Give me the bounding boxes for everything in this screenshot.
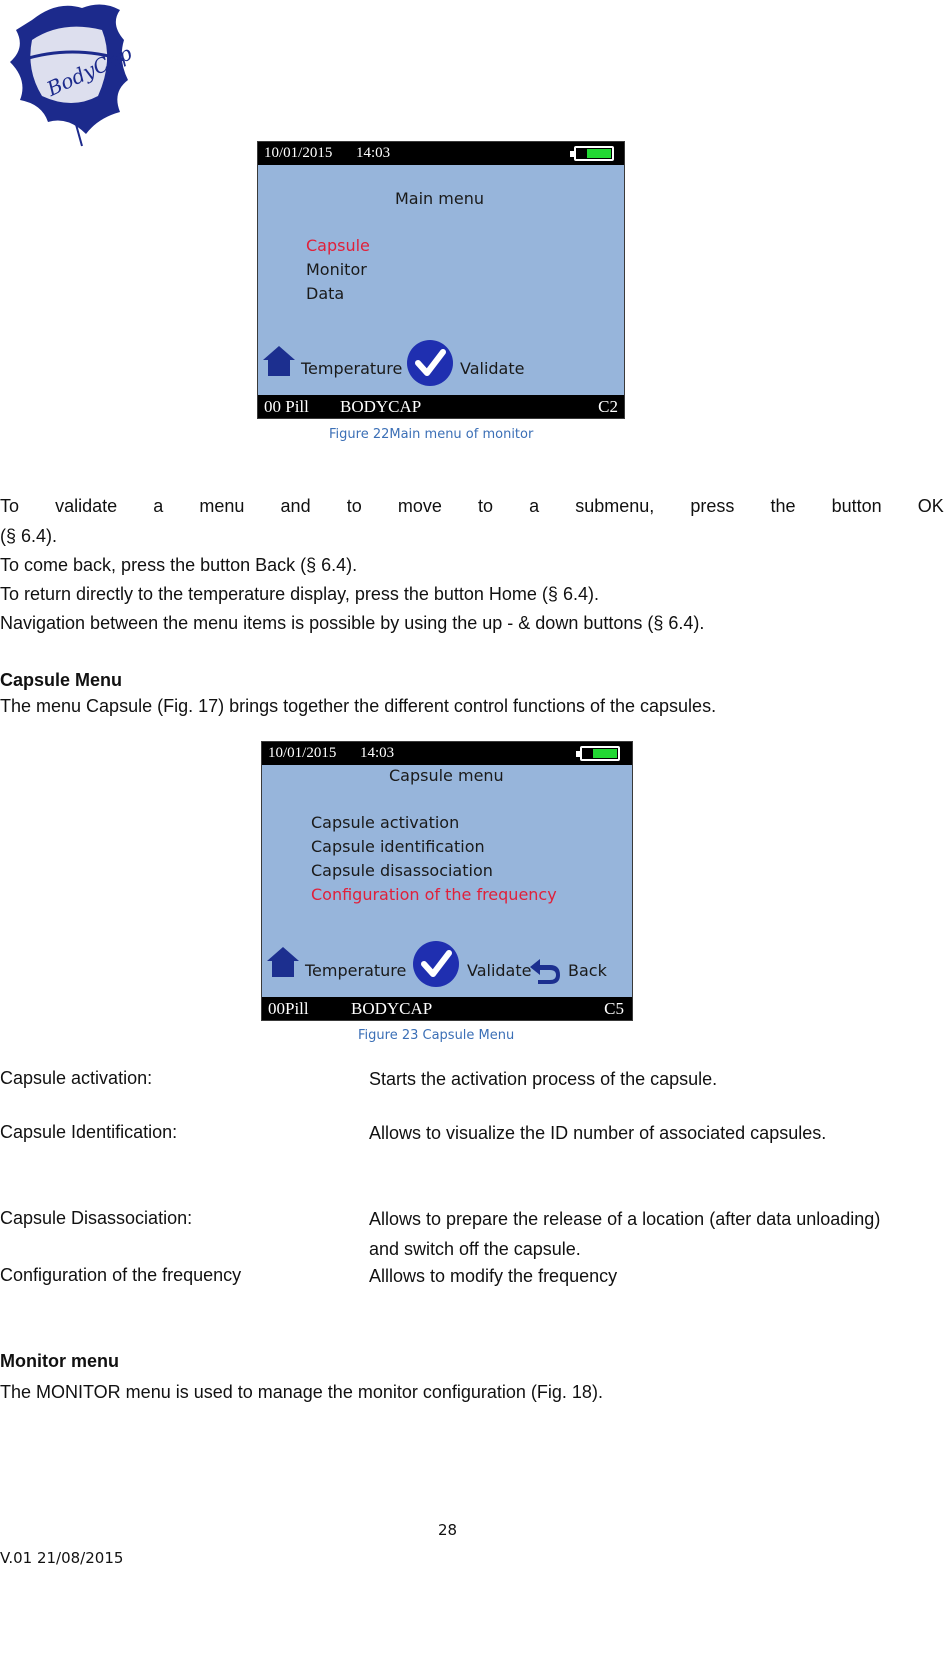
battery-icon — [580, 746, 620, 761]
definition-desc: Allows to visualize the ID number of associated capsules. — [369, 1123, 827, 1143]
figure-23-caption: Figure 23 Capsule Menu — [358, 1028, 515, 1043]
page-number: 28 — [438, 1521, 458, 1539]
definition-term: Capsule Identification: — [0, 1122, 178, 1142]
validate-label: Validate — [460, 359, 525, 378]
figure-22-caption: Figure 22Main menu of monitor — [329, 427, 534, 442]
intro-line-4: To return directly to the temperature display, press the button Home (§ 6.4). — [0, 584, 599, 604]
definition-term: Capsule Disassociation: — [0, 1208, 193, 1228]
version-label: V.01 21/08/2015 — [0, 1549, 124, 1567]
word: submenu, — [575, 496, 655, 516]
word: move — [397, 496, 442, 516]
word: and — [280, 496, 311, 516]
intro-line-5: Navigation between the menu items is possible by using the up - & down buttons (§ 6.4). — [0, 613, 705, 633]
brand-label: BODYCAP — [351, 999, 433, 1018]
menu-item-capsule-identification[interactable]: Capsule identification — [311, 837, 485, 856]
definition-desc: Alllows to modify the frequency — [369, 1266, 618, 1286]
pill-count: 00Pill — [268, 999, 309, 1018]
home-icon[interactable] — [262, 344, 296, 378]
word: OK — [917, 496, 944, 516]
definition-term: Configuration of the frequency — [0, 1265, 242, 1285]
intro-line-2: (§ 6.4). — [0, 526, 58, 546]
intro-line-1 — [0, 496, 944, 517]
validate-check-icon[interactable] — [413, 941, 459, 987]
intro-line-3: To come back, press the button Back (§ 6.4). — [0, 555, 358, 575]
back-label: Back — [568, 961, 607, 980]
word: validate — [55, 496, 118, 516]
word: to — [346, 496, 362, 516]
channel-label: C2 — [598, 397, 618, 416]
word: to — [477, 496, 493, 516]
word: To — [0, 496, 20, 516]
bodycap-logo-icon — [2, 0, 142, 148]
capsule-menu-screen — [261, 741, 633, 1021]
date-label: 10/01/2015 — [264, 145, 333, 161]
capsule-menu-heading: Capsule Menu — [0, 670, 123, 690]
home-icon[interactable] — [266, 945, 300, 979]
status-bar-bottom — [262, 997, 632, 1020]
menu-item-capsule-disassociation[interactable]: Capsule disassociation — [311, 861, 493, 880]
svg-text:BodyCap: BodyCap — [42, 40, 136, 101]
status-bar-top — [258, 142, 624, 165]
word: the — [770, 496, 796, 516]
word: press — [690, 496, 735, 516]
menu-title: Main menu — [395, 189, 484, 208]
word: button — [831, 496, 882, 516]
validate-label: Validate — [467, 961, 532, 980]
date-label: 10/01/2015 — [268, 745, 337, 761]
menu-item-configuration-frequency[interactable]: Configuration of the frequency — [311, 885, 557, 904]
time-label: 14:03 — [356, 145, 391, 161]
status-bar-bottom — [258, 395, 624, 418]
definition-desc: Starts the activation process of the capsule. — [369, 1069, 718, 1089]
temperature-label: Temperature — [301, 359, 403, 378]
status-bar-top — [262, 742, 632, 765]
word: a — [153, 496, 164, 516]
temperature-label: Temperature — [305, 961, 407, 980]
validate-check-icon[interactable] — [407, 340, 453, 386]
definition-term: Capsule activation: — [0, 1068, 153, 1088]
menu-item-data[interactable]: Data — [306, 284, 345, 303]
menu-item-monitor[interactable]: Monitor — [306, 260, 367, 279]
monitor-menu-description: The MONITOR menu is used to manage the monitor configuration (Fig. 18). — [0, 1382, 603, 1402]
channel-label: C5 — [604, 999, 624, 1018]
pill-count: 00 Pill — [264, 397, 309, 416]
time-label: 14:03 — [360, 745, 395, 761]
menu-item-capsule[interactable]: Capsule — [306, 236, 370, 255]
word: a — [529, 496, 540, 516]
word: menu — [199, 496, 245, 516]
monitor-menu-heading: Monitor menu — [0, 1351, 119, 1371]
bodycap-logo — [2, 0, 142, 148]
battery-icon — [574, 146, 614, 161]
brand-label: BODYCAP — [340, 397, 422, 416]
main-menu-screen — [257, 141, 625, 419]
back-arrow-icon[interactable] — [528, 955, 562, 985]
menu-item-capsule-activation[interactable]: Capsule activation — [311, 813, 460, 832]
definition-desc: Allows to prepare the release of a location (after data unloading) and switch off the capsule. — [369, 1209, 881, 1259]
menu-title: Capsule menu — [389, 766, 504, 785]
capsule-menu-description: The menu Capsule (Fig. 17) brings together the different control functions of the capsules. — [0, 696, 717, 716]
